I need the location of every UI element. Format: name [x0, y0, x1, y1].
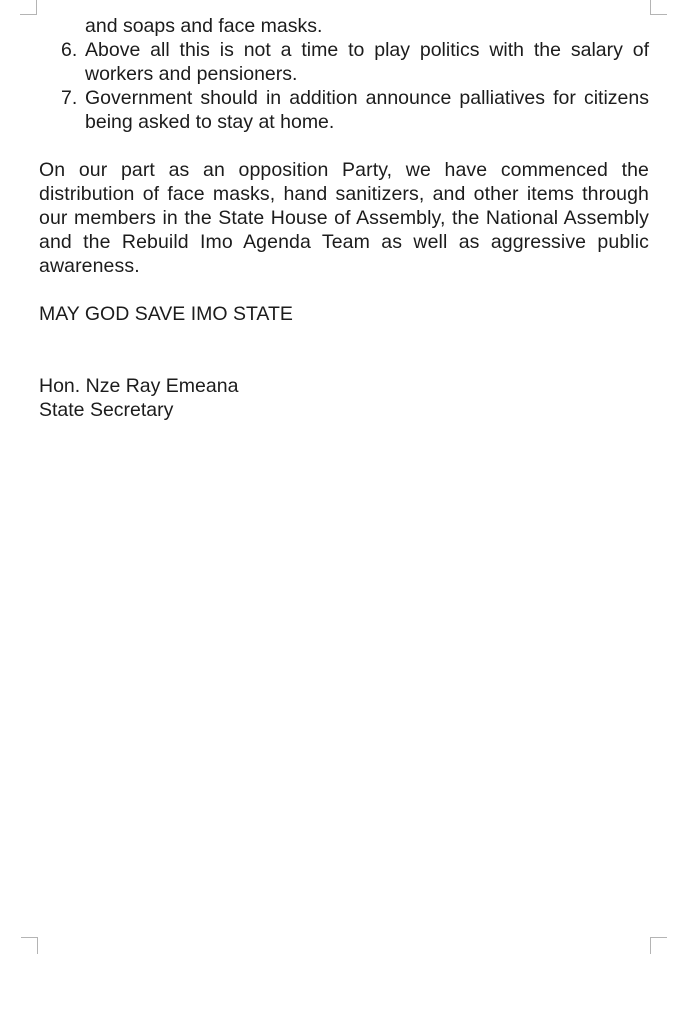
- closing-line: MAY GOD SAVE IMO STATE: [39, 303, 293, 325]
- list-item: [39, 38, 649, 86]
- crop-mark-top-left: [20, 0, 37, 15]
- crop-mark-bottom-left: [21, 937, 38, 954]
- list-item: [39, 86, 649, 134]
- signatory-title: State Secretary: [39, 399, 174, 421]
- signatory-name: Hon. Nze Ray Emeana: [39, 375, 239, 397]
- crop-mark-bottom-right: [650, 937, 667, 954]
- crop-mark-top-right: [650, 0, 667, 15]
- list-item-number: 7.: [61, 87, 78, 109]
- numbered-list: [39, 38, 649, 134]
- list-item-text: Above all this is not a time to play politics with the salary of workers and pensioners.: [85, 39, 649, 85]
- signature-block: [39, 374, 649, 422]
- list-continuation-line: and soaps and face masks.: [85, 15, 323, 37]
- list-item-text: Government should in addition announce palliatives for citizens being asked to stay at home.: [85, 87, 649, 133]
- list-item-number: 6.: [61, 39, 78, 61]
- body-paragraph: On our part as an opposition Party, we have commenced the distribution of face masks, hand sanitizers, and other items through our members in the State House of Assembly, the National Assembly and the Rebuild Imo Agenda Team as well as aggressive public awareness.: [39, 159, 649, 277]
- document-body: [39, 14, 649, 422]
